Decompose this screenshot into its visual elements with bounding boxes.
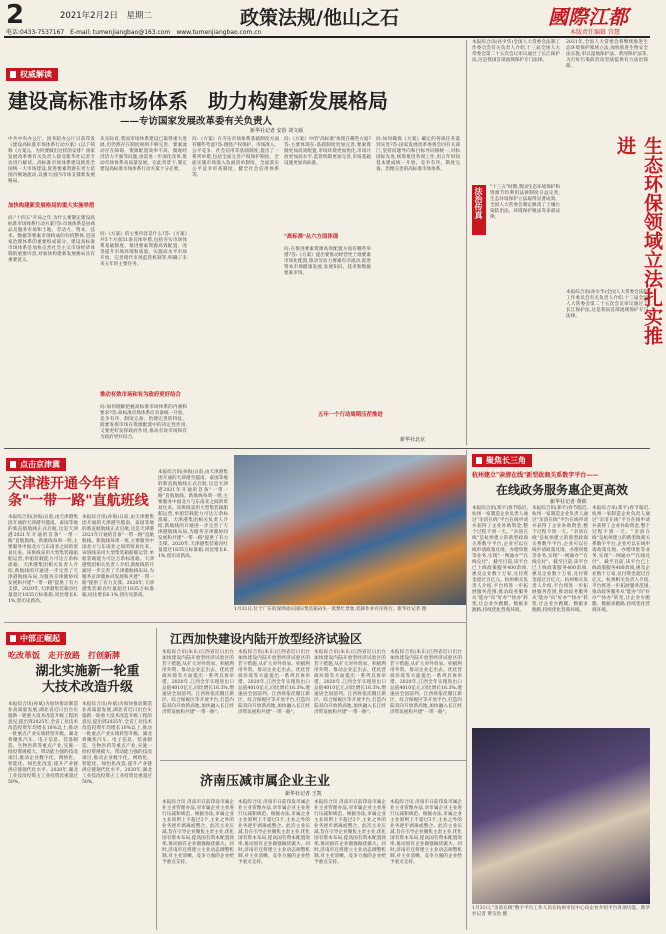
top-byline: 新华社记者 安蓓 刘文硕 [250,128,304,134]
jiangxi-body-col4: 本报综合讯(朱东)江西省近日出台加快建设内陆开放型经济试验区的若干措施,从扩大对外贸易、积极利用外资、推动企业走出去、优化营商环境等方面提出一系列具体举措。2020年,江西全年实现进出口总值4010亿元,同比增长16.3%,增速居全国前列。江西将依托赣江新区、综合保税区等开放平台,打造内陆双向开放新高地,加快融入长江经济带发展和共建"一带一路"。 [390,650,462,715]
yangtze-body-col3: 本报综合讯(郑平)春节临近,杭州一家制造企业负责人通过"亲清在线"平台在线申请并获得了企业补助资金,整个过程不到一天。"亲清在线"是杭州建立的新型政商关系数字平台,企业可以在线申请政策兑现、办理审批等业务,实现"一网通办""在线兑付"。截至目前,该平台已上线政策服务400余项,惠及企业数十万家,兑付资金超过百亿元。杭州相关负责人介绍,平台将进一步拓展服务范围,推动政务服务从"能办"向"好办""快办"转变,让企业少跑腿、数据多跑路,持续优化营商环境。 [592,506,650,613]
jinan-body-col4: 本报综合讯 济南市日前印发市属企业主业管理办法,对市属企业主业进行压减和规范。根据办法,市属企业主业原则上不超过3个,主业之外的业务逐步剥离或整合。此次主业压减,旨在引导企业聚焦主责主业,优化国有资本布局,提高国有资本配置效率,推动国有企业做强做优做大。同时,济南市还将建立主业动态调整机制,对主业清晰、竞争力强的企业给予重点支持。 [390,800,462,865]
sidebar-body-4: 本报综合讯(孙少华)全国人大常委会法制工作委员会有关负责人介绍,十三届全国人大常委会第二十五次会议审议通过了长江保护法,这是我国首部流域保护专门法律。 [566,290,648,319]
sidebar-body-1: 本报综合讯(孙少华)全国人大常委会法制工作委员会有关负责人介绍,十三届全国人大常委会第二十五次会议审议通过了长江保护法,这是我国首部流域保护专门法律。 [472,40,560,63]
top-body-col2a: 从实际看,我国市场体系建设已取得重大进展,但仍然存在制度规则不够完善、要素流动存在障碍、资源配置效率不高、微观经济活力不强等问题,亟需进一步深化改革,推动市场体系高质量发展。在此背景下,制定建设高标准市场体系行动方案十分必要。 [100,137,187,172]
top-body-col1b: 问:"十四五"开局之年,为什么要制定建设高标准市场体系行动方案?答:市场体系是由商品及服务市场和土地、劳动力、资本、技术、数据等要素市场构成的有机整体,是国家治理体系的重要组成部分。建设高标准市场体系是加快完善社会主义市场经济体制的重要内容,对加快构建新发展格局具有重要意义。 [8,216,95,263]
yangtze-headline: 在线政务服务惠企更高效 [495,483,628,497]
section-title: 政策法规/他山之石 [240,7,399,29]
divider-5 [466,450,467,930]
divider-2 [4,622,466,623]
yangtze-byline: 新华社记者 黄筱 [550,499,587,505]
sidebar-body-2: "十三五"时期,我国生态环境保护和资源节约利用法律制度日益完善,生态环境保护立法取得显著成效。全国人大常委会制定修改了土壤污染防治法、环境保护税法等多部法律。 [490,185,561,220]
top-subhead-1: 加快构建新发展格局的重大实施举措 [8,203,95,209]
sidebar-body-3: 2021年,全国人大常委会将继续推进生态环境保护领域立法,加快推进生物安全法实施,审议湿地保护法、黄河保护法等,为打好污染防治攻坚战提供有力法治保障。 [566,40,648,69]
top-body-col1a: 中共中央办公厅、国务院办公厅日前印发《建设高标准市场体系行动方案》(以下简称《方案》)。为何要做出这样的安排？国家发展改革委有关负责人接受新华社记者专访进行解读。高标准市场体系建设推进全国统一大市场建设,促进要素资源在更大范围内畅通流动,以强大国内市场支撑新发展格局。 [8,137,95,184]
divider-3 [156,628,157,930]
jinan-body-col3: 本报综合讯 济南市日前印发市属企业主业管理办法,对市属企业主业进行压减和规范。根据办法,市属企业主业原则上不超过3个,主业之外的业务逐步剥离或整合。此次主业压减,旨在引导企业聚焦主责主业,优化国有资本布局,提高国有资本配置效率,推动国有企业做强做优做大。同时,济南市还将建立主业动态调整机制,对主业清晰、竞争力强的企业给予重点支持。 [314,800,386,865]
section-tag-yangtze: 聚焦长三角 [472,454,532,467]
top-body-col5a: 问:如何确保《方案》确定的各项任务落到实处?答:国家发展改革委将会同有关部门,坚持问题导向和目标导向相统一,对标国际先进,统筹推进各项工作,用五年时间基本建成统一开放、竞争有序、制度完备、治理完善的高标准市场体系。 [376,137,460,172]
mid-divider [4,448,650,449]
top-body-col3: 问:《方案》在夯实市场体系基础制度方面有哪些考虑?答:围绕产权保护、市场准入、公平竞争、社会信用等基础制度,提出了一系列举措,包括全面完善产权保护制度、全面实施市场准入负面清单制度、全面落实公平竞争审查制度、健全社会信用体系等。 [192,137,279,178]
top-subhead-3: "高标准"从六方面体现 [284,234,339,240]
top-subhead-2: 推动有效市场和有为政府更好结合 [100,392,181,398]
hubei-body-col1: 本报综合讯(孙斌)为加快推动制造业高质量发展,湖北省近日出台实施新一轮重大技术改造升级工程的意见,提出到2025年,全省工业技术改造投资年均增长10%以上,推动一批重点产业实现转型升级。湖北将聚焦汽车、电子信息、装备制造、生物医药等重点产业,实施一批投资规模大、带动能力强的技改项目,推动企业数字化、网络化、智能化、绿色化改造,提升产业链供应链现代化水平。2020年,湖北工业技改投资占工业投资比重超过50%。 [8,702,78,785]
editor-line: 本版责任编辑 宫慧 [570,29,620,36]
top-body-col4a: 问:《方案》中的"高标准"体现在哪些方面?答:主要体现在:基础制度更加完善,要素资源更加高效配置,市场环境更加优化,市场开放更加高水平,监管机制更加完善,市场基础设施更加高标准。 [284,137,371,166]
header-rule [4,36,650,38]
sidebar-vertical-title: 生态环保领域立法扎实推进 [614,136,663,345]
yangtze-body-col2: 本报综合讯(郑平)春节临近,杭州一家制造企业负责人通过"亲清在线"平台在线申请并获得了企业补助资金,整个过程不到一天。"亲清在线"是杭州建立的新型政商关系数字平台,企业可以在线申请政策兑现、办理审批等业务,实现"一网通办""在线兑付"。截至目前,该平台已上线政策服务400余项,惠及企业数十万家,兑付资金超过百亿元。杭州相关负责人介绍,平台将进一步拓展服务范围,推动政务服务从"能办"向"好办""快办"转变,让企业少跑腿、数据多跑路,持续优化营商环境。 [532,506,588,613]
jinan-byline: 新华社记者 王凯 [285,791,322,797]
port-photo-caption: 1月31日,位于广东的深圳盐田国际集装箱码头一派繁忙景象,装卸作业有序进行。新华社记者 摄 [234,607,427,612]
hubei-headline: 湖北实施新一轮重大技术改造升级 [35,664,140,695]
tianjin-headline: 天津港开通今年首条"一带一路"直航班线 [8,476,149,509]
hubei-kicker: 吃改革饭 走开放路 打创新牌 [8,650,120,660]
port-photo [234,455,466,605]
hubei-body-col2: 本报综合讯(孙斌)为加快推动制造业高质量发展,湖北省近日出台实施新一轮重大技术改造升级工程的意见,提出到2025年,全省工业技术改造投资年均增长10%以上,推动一批重点产业实现转型升级。湖北将聚焦汽车、电子信息、装备制造、生物医药等重点产业,实施一批投资规模大、带动能力强的技改项目,推动企业数字化、网络化、智能化、绿色化改造,提升产业链供应链现代化水平。2020年,湖北工业技改投资占工业投资比重超过50%。 [82,702,152,785]
jiangxi-body-col1: 本报综合讯(朱东)江西省近日出台加快建设内陆开放型经济试验区的若干措施,从扩大对外贸易、积极利用外资、推动企业走出去、优化营商环境等方面提出一系列具体举措。2020年,江西全年实现进出口总值4010亿元,同比增长16.3%,增速居全国前列。江西将依托赣江新区、综合保税区等开放平台,打造内陆双向开放新高地,加快融入长江经济带发展和共建"一带一路"。 [162,650,234,715]
yangtze-kicker: 杭州建立"亲清在线"新型政商关系数字平台—— [472,472,599,479]
contact-line: 电话:0433-7537167 E-mail: tumenjiangbao@163.com www.tumenjiangbao.com.cn [6,29,262,36]
top-subheadline: ——专访国家发展改革委有关负责人 [120,116,273,127]
yangtze-photo [472,728,650,904]
jinan-body-col2: 本报综合讯 济南市日前印发市属企业主业管理办法,对市属企业主业进行压减和规范。根据办法,市属企业主业原则上不超过3个,主业之外的业务逐步剥离或整合。此次主业压减,旨在引导企业聚焦主责主业,优化国有资本布局,提高国有资本配置效率,推动国有企业做强做优做大。同时,济南市还将建立主业动态调整机制,对主业清晰、竞争力强的企业给予重点支持。 [238,800,310,865]
jiangxi-headline: 江西加快建设内陆开放型经济试验区 [170,632,363,646]
legal-news-tag: 法治传真 [474,187,483,219]
tianjin-body-col1: 本报综合讯(孙海)日前,由天津港集团开通的天津港至越南、泰国等地的新直航航线正式启航,这是天津港2021年开通的首条"一带一路"直航航线。新航线每周一班,主要服务中国北方与东南亚之间的贸易往来。该班线采用大型集装箱船舶运营,单船装载能力可达万余标准箱。天津港集团相关负责人介绍,新航线的开通进一步完善了天津港航线布局,为服务京津冀协同发展和共建"一带一路"提供了有力支撑。2020年,天津港集装箱吞吐量超过1835万标准箱,同比增长6.1%,创历史新高。 [8,515,78,604]
newspaper-logo: 國際江都 [548,5,628,29]
section-tag-central: 中部正崛起 [6,632,66,645]
top-subhead-4: 五年一个行动周期压茬推进 [318,412,383,418]
jinan-headline: 济南压减市属企业主业 [200,774,331,789]
yangtze-body-col1: 本报综合讯(郑平)春节临近,杭州一家制造企业负责人通过"亲清在线"平台在线申请并获得了企业补助资金,整个过程不到一天。"亲清在线"是杭州建立的新型政商关系数字平台,企业可以在线申请政策兑现、办理审批等业务,实现"一网通办""在线兑付"。截至目前,该平台已上线政策服务400余项,惠及企业数十万家,兑付资金超过百亿元。杭州相关负责人介绍,平台将进一步拓展服务范围,推动政务服务从"能办"向"好办""快办"转变,让企业少跑腿、数据多跑路,持续优化营商环境。 [472,506,528,613]
tianjin-body-col2: 本报综合讯(孙海)日前,由天津港集团开通的天津港至越南、泰国等地的新直航航线正式启航,这是天津港2021年开通的首条"一带一路"直航航线。新航线每周一班,主要服务中国北方与东南亚之间的贸易往来。该班线采用大型集装箱船舶运营,单船装载能力可达万余标准箱。天津港集团相关负责人介绍,新航线的开通进一步完善了天津港航线布局,为服务京津冀协同发展和共建"一带一路"提供了有力支撑。2020年,天津港集装箱吞吐量超过1835万标准箱,同比增长6.1%,创历史新高。 [82,515,154,598]
jiangxi-body-col2: 本报综合讯(朱东)江西省近日出台加快建设内陆开放型经济试验区的若干措施,从扩大对外贸易、积极利用外资、推动企业走出去、优化营商环境等方面提出一系列具体举措。2020年,江西全年实现进出口总值4010亿元,同比增长16.3%,增速居全国前列。江西将依托赣江新区、综合保税区等开放平台,打造内陆双向开放新高地,加快融入长江经济带发展和共建"一带一路"。 [238,650,310,715]
yangtze-photo-caption: 1月31日,"亲清在线"数字平台工作人员在杭州市民中心向企业介绍平台各项功能。新华社记者 黄宗治 摄 [472,906,650,917]
top-body-col4b: 问:在推进要素资源高效配置方面有哪些举措?答:《方案》提出要推动经营性土地要素市场化配置,推动劳动力要素有序流动,促进资本市场健康发展,发展知识、技术和数据要素市场。 [284,247,371,276]
issue-date: 2021年2月2日 星期二 [60,11,152,21]
top-source: 新华社北京 [400,437,426,443]
tianjin-body-col3: 本报综合讯(孙海)日前,由天津港集团开通的天津港至越南、泰国等地的新直航航线正式启航,这是天津港2021年开通的首条"一带一路"直航航线。新航线每周一班,主要服务中国北方与东南亚之间的贸易往来。该班线采用大型集装箱船舶运营,单船装载能力可达万余标准箱。天津港集团相关负责人介绍,新航线的开通进一步完善了天津港航线布局,为服务京津冀协同发展和共建"一带一路"提供了有力支撑。2020年,天津港集装箱吞吐量超过1835万标准箱,同比增长6.1%,创历史新高。 [158,470,228,559]
page-number: 2 [6,0,25,30]
jiangxi-body-col3: 本报综合讯(朱东)江西省近日出台加快建设内陆开放型经济试验区的若干措施,从扩大对外贸易、积极利用外资、推动企业走出去、优化营商环境等方面提出一系列具体举措。2020年,江西全年实现进出口总值4010亿元,同比增长16.3%,增速居全国前列。江西将依托赣江新区、综合保税区等开放平台,打造内陆双向开放新高地,加快融入长江经济带发展和共建"一带一路"。 [314,650,386,715]
top-body-col2b: 问:《方案》的主要内容是什么?答:《方案》共5个方面51条具体举措,包括夯实市场体系基础制度、推进要素资源高效配置、改善提升市场环境和质量、实施高水平市场开放、完善现代市场监管机制等,明确了未来五年的主要任务。 [100,232,187,267]
sidebar-divider [466,40,467,445]
top-body-col2c: 问:如何理解把握高标准市场体系的内涵和要求?答:高标准市场体系应具备统一开放、竞争有序、制度完备、治理完善的特征。既要发挥市场在资源配置中的决定性作用,又要更好发挥政府作用,推动有效市场和有为政府更好结合。 [100,405,187,440]
section-tag-beijing-tianjin-hebei: 点击京津冀 [6,458,66,471]
divider-4 [160,760,466,761]
top-headline: 建设高标准市场体系 助力构建新发展格局 [8,89,388,113]
legal-news-tag-bg [472,185,486,235]
section-tag-authority: 权威解读 [6,68,58,81]
jinan-body-col1: 本报综合讯 济南市日前印发市属企业主业管理办法,对市属企业主业进行压减和规范。根据办法,市属企业主业原则上不超过3个,主业之外的业务逐步剥离或整合。此次主业压减,旨在引导企业聚焦主责主业,优化国有资本布局,提高国有资本配置效率,推动国有企业做强做优做大。同时,济南市还将建立主业动态调整机制,对主业清晰、竞争力强的企业给予重点支持。 [162,800,234,865]
